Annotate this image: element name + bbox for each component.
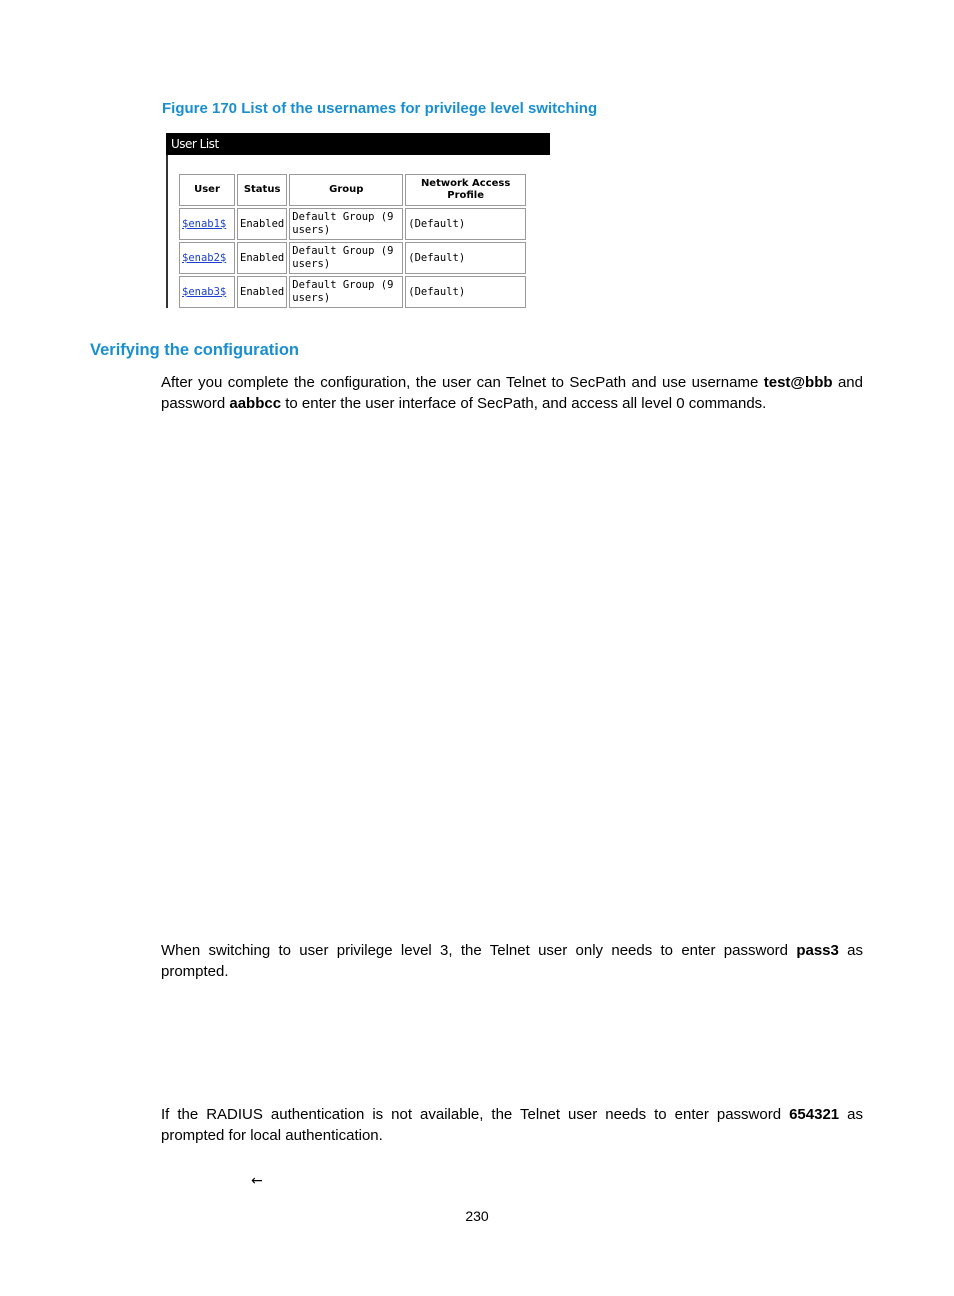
paragraph-level3 <box>161 940 863 982</box>
column-header-group: Group <box>289 174 403 206</box>
status-cell: Enabled <box>237 242 287 274</box>
page-number: 230 <box>465 1208 489 1224</box>
paragraph-local-auth <box>161 1104 863 1146</box>
group-cell: Default Group (9 users) <box>289 276 403 308</box>
column-header-status: Status <box>237 174 287 206</box>
group-cell: Default Group (9 users) <box>289 242 403 274</box>
password-value: pass3 <box>796 942 839 959</box>
user-list-panel <box>166 133 550 308</box>
user-link[interactable]: $enab1$ <box>182 217 227 230</box>
table-row <box>179 208 526 240</box>
password-value: 654321 <box>789 1106 840 1123</box>
paragraph-text: to enter the user interface of SecPath, and access all level 0 commands. <box>281 395 767 412</box>
column-header-user: User <box>179 174 235 206</box>
profile-cell: (Default) <box>405 242 526 274</box>
column-header-network-access-profile: Network Access Profile <box>405 174 526 206</box>
status-cell: Enabled <box>237 276 287 308</box>
table-header-row <box>179 174 526 206</box>
panel-title: User List <box>166 133 550 155</box>
paragraph-text: If the RADIUS authentication is not available, the Telnet user needs to enter password <box>161 1106 790 1123</box>
paragraph-text: as prompted. <box>161 942 863 980</box>
group-cell: Default Group (9 users) <box>289 208 403 240</box>
figure-caption: Figure 170 List of the usernames for privilege level switching <box>162 100 598 117</box>
panel-border <box>166 155 168 308</box>
section-heading: Verifying the configuration <box>90 341 300 359</box>
user-link[interactable]: $enab3$ <box>182 285 227 298</box>
password-value: aabbcc <box>229 395 282 412</box>
username-value: test@bbb <box>763 374 833 391</box>
paragraph-verification <box>161 372 863 414</box>
paragraph-text: as prompted for local authentication. <box>161 1106 863 1144</box>
user-cell <box>179 208 235 240</box>
paragraph-text: and password <box>161 374 863 412</box>
table-row <box>179 242 526 274</box>
profile-cell: (Default) <box>405 276 526 308</box>
user-link[interactable]: $enab2$ <box>182 251 227 264</box>
paragraph-text: After you complete the configuration, the user can Telnet to SecPath and use username <box>161 374 764 391</box>
user-cell <box>179 276 235 308</box>
left-arrow-icon: ← <box>251 1173 263 1189</box>
user-table <box>177 172 528 310</box>
table-row <box>179 276 526 308</box>
user-cell <box>179 242 235 274</box>
profile-cell: (Default) <box>405 208 526 240</box>
paragraph-text: When switching to user privilege level 3, the Telnet user only needs to enter password <box>161 942 797 959</box>
status-cell: Enabled <box>237 208 287 240</box>
